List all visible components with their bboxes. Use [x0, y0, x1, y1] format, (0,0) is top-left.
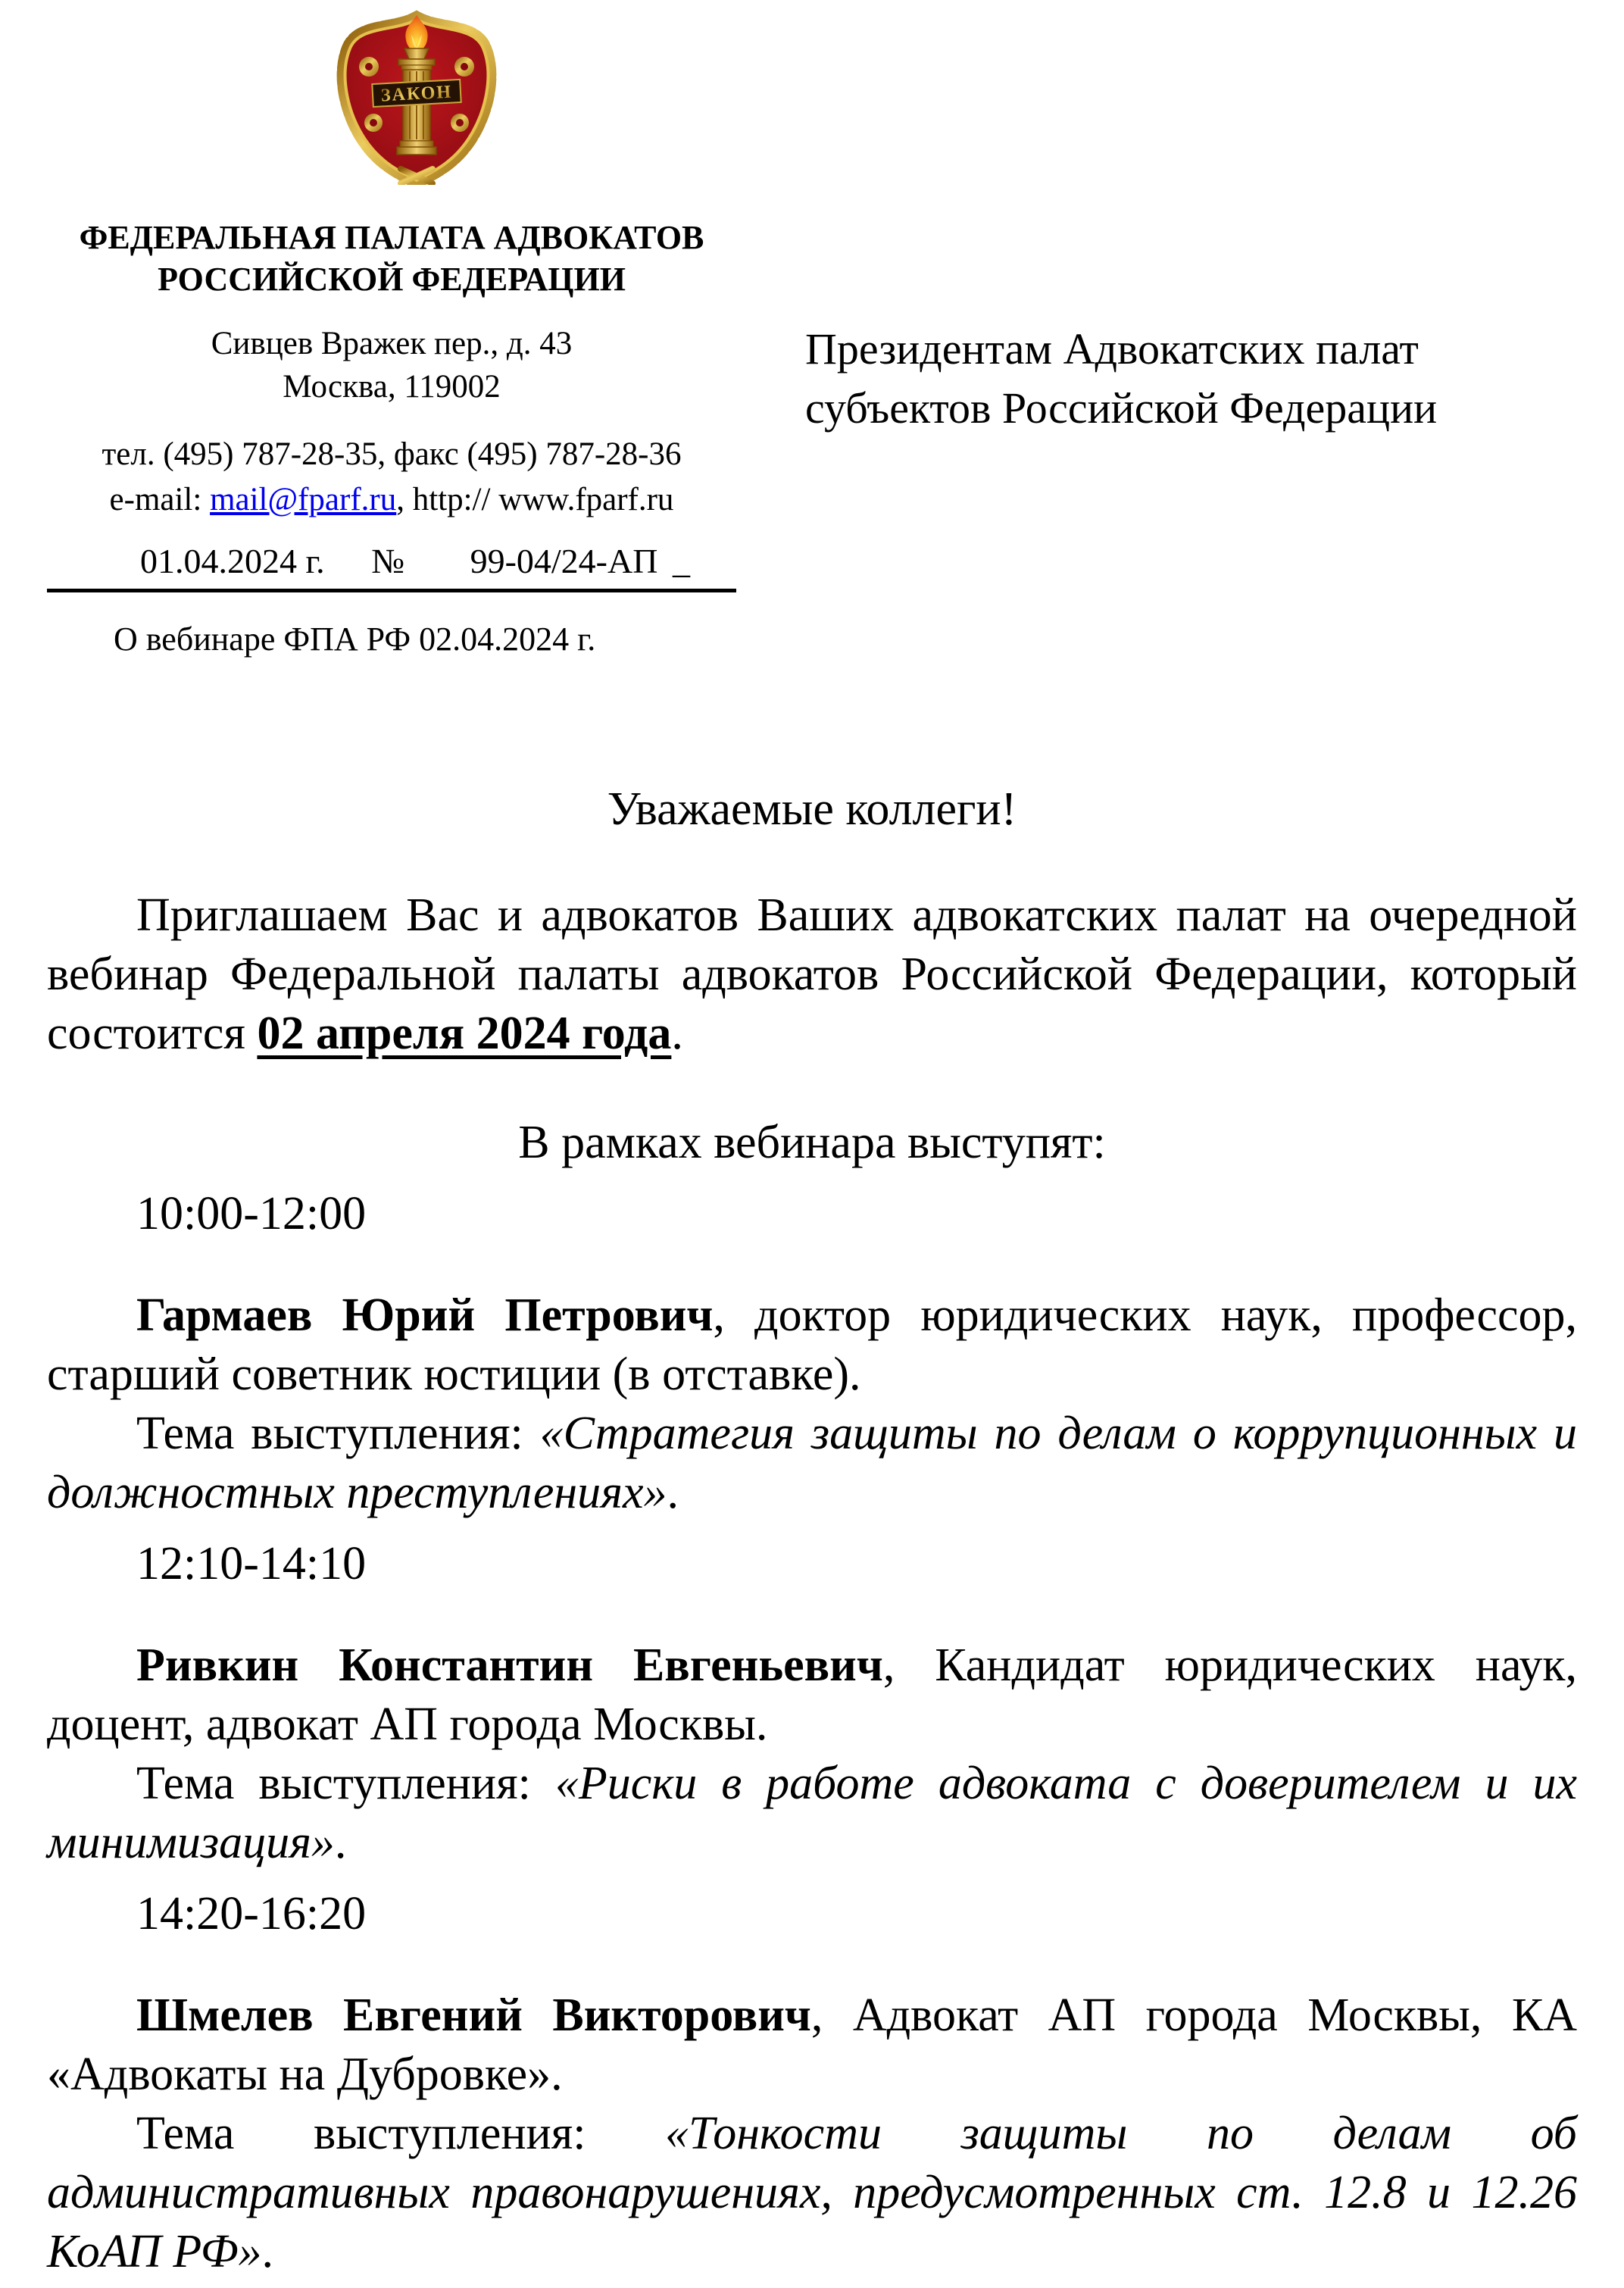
speaker-credentials: , доктор юридических наук, профессор, старший советник юстиции (в отставке). [47, 1289, 1577, 1400]
postal-address [47, 323, 736, 409]
address-street: Сивцев Вражек пер., д. 43 [211, 326, 573, 361]
subject-line: О вебинаре ФПА РФ 02.04.2024 г. [114, 620, 596, 658]
fpa-emblem-logo [326, 9, 508, 185]
speaker-name: Шмелев Евгений Викторович [136, 1989, 811, 2041]
date-number-row [47, 541, 736, 592]
letterhead [47, 8, 1577, 658]
session-block [47, 1534, 1577, 1872]
greeting: Уважаемые коллеги! [607, 783, 1017, 835]
speaker-name: Гармаев Юрий Петрович [136, 1289, 714, 1341]
speaker-paragraph [47, 1286, 1577, 1404]
session-block [47, 1884, 1577, 2281]
law-banner [372, 80, 461, 107]
intro-text-after: . [671, 1007, 683, 1059]
addressee-block [805, 8, 1437, 439]
addressee-line2: субъектов Российской Федерации [805, 383, 1438, 433]
session-time: 12:10-14:10 [136, 1537, 367, 1589]
topic-paragraph [47, 1404, 1577, 1522]
email-link[interactable]: mail@fparf.ru [210, 481, 397, 517]
topic-title: «Риски в работе адвоката с доверителем и их минимизация» [47, 1757, 1577, 1868]
email-line [47, 477, 736, 523]
program-heading: В рамках вебинара выступят: [518, 1116, 1106, 1168]
letter-body [47, 780, 1577, 2281]
speaker-credentials: , Адвокат АП города Москвы, КА «Адвокаты на Дубровке». [47, 1989, 1577, 2100]
website-text: , http:// www.fparf.ru [396, 481, 674, 517]
email-label: e-mail: [109, 481, 211, 517]
document-number: 99-04/24-АП [470, 541, 658, 580]
contact-lines [47, 432, 736, 523]
letter-date: 01.04.2024 г. [140, 541, 325, 580]
topic-period: . [667, 1466, 679, 1518]
org-name [47, 217, 736, 300]
topic-period: . [261, 2225, 273, 2277]
number-sign: № [371, 541, 405, 580]
address-city: Москва, 119002 [283, 368, 501, 405]
law-banner-text: ЗАКОН [380, 82, 453, 106]
speaker-paragraph [47, 1636, 1577, 1754]
webinar-date-emphasis: 02 апреля 2024 года [257, 1007, 672, 1059]
org-name-line2: РОССИЙСКОЙ ФЕДЕРАЦИИ [158, 261, 626, 298]
topic-label: Тема выступления: [136, 1407, 540, 1459]
topic-paragraph [47, 2104, 1577, 2281]
topic-title: «Стратегия защиты по делам о коррупционных и должностных преступлениях» [47, 1407, 1577, 1518]
org-name-line1: ФЕДЕРАЛЬНАЯ ПАЛАТА АДВОКАТОВ [79, 219, 704, 256]
intro-text-before: Приглашаем Вас и адвокатов Ваших адвокатских палат на очередной вебинар Федеральной палаты адвокатов Российской Федерации, который состоится [47, 889, 1577, 1059]
topic-title: «Тонкости защиты по делам об административных правонарушениях, предусмотренных ст. 12.8 и 12.26 КоАП РФ» [47, 2107, 1577, 2277]
phone-fax-line: тел. (495) 787-28-35, факс (495) 787-28-36 [102, 436, 682, 472]
session-time: 14:20-16:20 [136, 1887, 367, 1939]
topic-paragraph [47, 1754, 1577, 1872]
session-block [47, 1184, 1577, 1522]
speaker-credentials: , Кандидат юридических наук, доцент, адвокат АП города Москвы. [47, 1639, 1577, 1750]
topic-label: Тема выступления: [136, 2107, 666, 2159]
speaker-paragraph [47, 1986, 1577, 2104]
topic-label: Тема выступления: [136, 1757, 555, 1809]
addressee-line1: Президентам Адвокатских палат [805, 324, 1419, 374]
session-time: 10:00-12:00 [136, 1187, 367, 1239]
trailing-underscore: _ [672, 541, 690, 580]
letterhead-left-column [47, 8, 736, 658]
topic-period: . [334, 1816, 347, 1868]
intro-paragraph [47, 886, 1577, 1063]
speaker-name: Ривкин Константин Евгеньевич [136, 1639, 883, 1691]
